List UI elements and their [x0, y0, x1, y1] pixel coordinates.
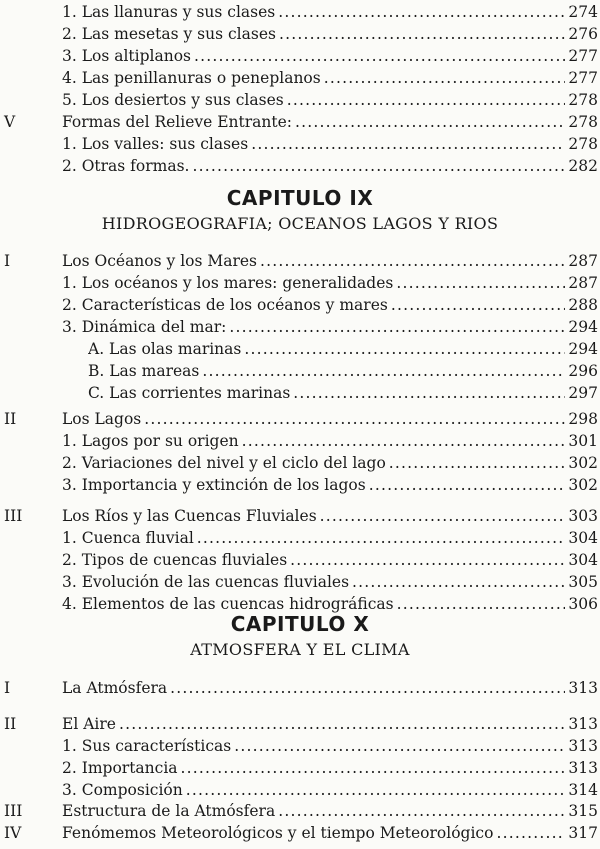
section-numeral: I	[4, 679, 11, 697]
toc-entry	[0, 89, 600, 111]
dot-leader	[186, 779, 566, 801]
page-number: 302	[568, 454, 598, 472]
toc-entry-row	[88, 338, 598, 360]
page-number: 296	[568, 362, 598, 380]
dot-leader	[389, 452, 566, 474]
dot-leader	[290, 549, 565, 571]
dot-leader	[244, 338, 565, 360]
toc-entry-text: 3. Importancia y extinción de los lagos	[62, 476, 366, 494]
toc-entry-text: Formas del Relieve Entrante:	[62, 113, 293, 131]
toc-entry	[0, 474, 600, 496]
dot-leader	[192, 155, 565, 177]
toc-entry	[0, 779, 600, 801]
toc-entry-text: 1. Sus características	[62, 737, 232, 755]
toc-entry-text: Los Lagos	[62, 410, 142, 428]
page-number: 304	[568, 529, 598, 547]
toc-entry-text: Los Océanos y los Mares	[62, 252, 258, 270]
dot-leader	[242, 430, 566, 452]
toc-entry-text: 4. Las penillanuras o peneplanos	[62, 69, 321, 87]
toc-entry-row	[62, 713, 598, 735]
toc-entry	[0, 505, 600, 527]
toc-entry	[0, 155, 600, 177]
page-number: 282	[568, 157, 598, 175]
toc-entry-text: 2. Variaciones del nivel y el ciclo del lago	[62, 454, 386, 472]
toc-entry-row	[62, 474, 598, 496]
toc-entry-text: El Aire	[62, 715, 116, 733]
toc-entry-text: 5. Los desiertos y sus clases	[62, 91, 284, 109]
page-number: 278	[568, 113, 598, 131]
page-number: 276	[568, 25, 598, 43]
toc-entry	[0, 382, 600, 404]
toc-entry	[0, 111, 600, 133]
toc-entry-text: La Atmósfera	[62, 679, 168, 697]
dot-leader	[278, 800, 565, 822]
toc-entry-text: 3. Evolución de las cuencas fluviales	[62, 573, 350, 591]
toc-entry-row	[62, 155, 598, 177]
toc-entry-text: Estructura de la Atmósfera	[62, 802, 276, 820]
page-number: 315	[568, 802, 598, 820]
page-number: 303	[568, 507, 598, 525]
toc-entry-text: 2. Tipos de cuencas fluviales	[62, 551, 288, 569]
toc-entry-row	[62, 430, 598, 452]
toc-entry	[0, 549, 600, 571]
toc-entry	[0, 822, 600, 844]
toc-entry	[0, 408, 600, 430]
dot-leader	[260, 250, 565, 272]
toc-entry-row	[62, 67, 598, 89]
section-numeral: II	[4, 715, 17, 733]
toc-entry-row	[88, 382, 598, 404]
page-number: 302	[568, 476, 598, 494]
toc-entry	[0, 735, 600, 757]
dot-leader	[369, 474, 566, 496]
dot-leader	[197, 527, 566, 549]
page-number: 278	[568, 91, 598, 109]
page-number: 301	[568, 432, 598, 450]
toc-entry	[0, 571, 600, 593]
toc-entry-text: 1. Los valles: sus clases	[62, 135, 249, 153]
dot-leader	[320, 505, 566, 527]
page-number: 278	[568, 135, 598, 153]
dot-leader	[352, 571, 565, 593]
toc-entry-text: 2. Características de los océanos y mares	[62, 296, 388, 314]
toc-entry-row	[62, 1, 598, 23]
page-number: 313	[568, 759, 598, 777]
toc-entry	[0, 757, 600, 779]
page-number: 304	[568, 551, 598, 569]
toc-entry-text: C. Las corrientes marinas	[88, 384, 291, 402]
toc-entry-row	[62, 800, 598, 822]
toc-entry-row	[62, 822, 598, 844]
dot-leader	[251, 133, 565, 155]
toc-entry-row	[62, 111, 598, 133]
dot-leader	[170, 677, 565, 699]
toc-entry-text: 2. Importancia	[62, 759, 178, 777]
toc-entry	[0, 713, 600, 735]
toc-entry-row	[62, 527, 598, 549]
toc-entry	[0, 45, 600, 67]
page-number: 297	[568, 384, 598, 402]
dot-leader	[202, 360, 565, 382]
section-numeral: V	[4, 113, 16, 131]
toc-entry-row	[62, 677, 598, 699]
dot-leader	[234, 735, 565, 757]
toc-entry-text: 1. Lagos por su origen	[62, 432, 239, 450]
toc-entry	[0, 294, 600, 316]
toc-entry	[0, 272, 600, 294]
toc-entry-text: 3. Dinámica del mar:	[62, 318, 227, 336]
toc-entry-row	[62, 735, 598, 757]
toc-entry	[0, 338, 600, 360]
page-number: 313	[568, 679, 598, 697]
dot-leader	[144, 408, 565, 430]
section-numeral: IV	[4, 824, 22, 842]
toc-entry	[0, 677, 600, 699]
chapter-title: CAPITULO X	[230, 612, 370, 636]
toc-entry	[0, 430, 600, 452]
toc-entry-text: A. Las olas marinas	[88, 340, 242, 358]
page-number: 298	[568, 410, 598, 428]
toc-entry-row	[62, 505, 598, 527]
toc-entry-text: 4. Elementos de las cuencas hidrográficas	[62, 595, 394, 613]
toc-entry	[0, 360, 600, 382]
dot-leader	[279, 23, 565, 45]
page-number: 305	[568, 573, 598, 591]
toc-entry-row	[62, 133, 598, 155]
page-number: 306	[568, 595, 598, 613]
page-number: 277	[568, 47, 598, 65]
dot-leader	[391, 294, 566, 316]
page-number: 287	[568, 274, 598, 292]
section-numeral: II	[4, 410, 17, 428]
toc-entry-text: 1. Las llanuras y sus clases	[62, 3, 276, 21]
page-number: 288	[568, 296, 598, 314]
toc-entry	[0, 800, 600, 822]
dot-leader	[295, 111, 565, 133]
dot-leader	[287, 89, 566, 111]
chapter-title: CAPITULO IX	[226, 186, 374, 210]
page-number: 287	[568, 252, 598, 270]
toc-entry-row	[62, 571, 598, 593]
toc-entry-text: B. Las mareas	[88, 362, 200, 380]
toc-entry	[0, 133, 600, 155]
dot-leader	[293, 382, 565, 404]
toc-entry-row	[62, 408, 598, 430]
toc-entry-text: 1. Cuenca fluvial	[62, 529, 194, 547]
section-numeral: III	[4, 802, 23, 820]
toc-entry-text: 3. Los altiplanos	[62, 47, 191, 65]
toc-entry-row	[62, 250, 598, 272]
dot-leader	[194, 45, 565, 67]
toc-entry	[0, 316, 600, 338]
toc-entry-row	[62, 272, 598, 294]
page-number: 313	[568, 715, 598, 733]
toc-entry-text: 2. Otras formas.	[62, 157, 190, 175]
page-number: 274	[568, 3, 598, 21]
toc-entry-row	[62, 316, 598, 338]
chapter-subtitle: ATMOSFERA Y EL CLIMA	[190, 640, 410, 659]
chapter-subtitle: HIDROGEOGRAFIA; OCEANOS LAGOS Y RIOS	[101, 214, 499, 233]
dot-leader	[278, 1, 565, 23]
toc-entry-row	[62, 294, 598, 316]
section-numeral: III	[4, 507, 23, 525]
page-number: 314	[568, 781, 598, 799]
toc-entry	[0, 527, 600, 549]
toc-entry-row	[62, 757, 598, 779]
toc-entry	[0, 1, 600, 23]
toc-entry-row	[88, 360, 598, 382]
toc-entry-text: 3. Composición	[62, 781, 183, 799]
dot-leader	[181, 757, 566, 779]
toc-entry-row	[62, 779, 598, 801]
toc-entry-row	[62, 549, 598, 571]
toc-entry	[0, 67, 600, 89]
dot-leader	[496, 822, 565, 844]
toc-entry-text: 1. Los océanos y los mares: generalidades	[62, 274, 394, 292]
dot-leader	[229, 316, 565, 338]
toc-entry	[0, 452, 600, 474]
page-number: 317	[568, 824, 598, 842]
toc-entry	[0, 23, 600, 45]
toc-entry-text: Los Ríos y las Cuencas Fluviales	[62, 507, 317, 525]
dot-leader	[119, 713, 565, 735]
page-number: 294	[568, 340, 598, 358]
page-number: 313	[568, 737, 598, 755]
page-number: 277	[568, 69, 598, 87]
toc-entry-text: Fenómemos Meteorológicos y el tiempo Meteorológico	[62, 824, 494, 842]
dot-leader	[324, 67, 566, 89]
dot-leader	[396, 272, 565, 294]
toc-entry-row	[62, 45, 598, 67]
toc-entry-row	[62, 89, 598, 111]
toc-entry-row	[62, 452, 598, 474]
page-number: 294	[568, 318, 598, 336]
toc-entry-row	[62, 23, 598, 45]
toc-entry	[0, 250, 600, 272]
section-numeral: I	[4, 252, 11, 270]
toc-entry-text: 2. Las mesetas y sus clases	[62, 25, 276, 43]
